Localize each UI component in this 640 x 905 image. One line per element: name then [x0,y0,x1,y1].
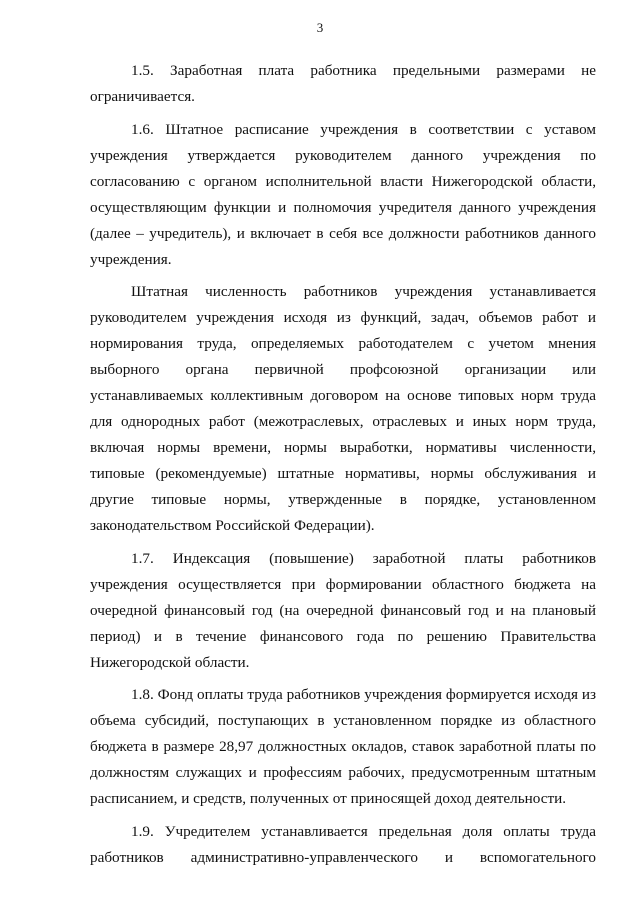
paragraph-1-8: 1.8. Фонд оплаты труда работников учреждения формируется исходя из объема субсидий, поступающих в установленном порядке из областного бюджета в размере 28,97 должностных окладов, ставок заработной платы по должностям служащих и профессиям рабочих, предусмотренным штатным расписанием, и средств, полученных от приносящей доход деятельности. [90,686,596,807]
paragraph-1-6: 1.6. Штатное расписание учреждения в соответствии с уставом учреждения утверждается руководителем данного учреждения по согласованию с органом исполнительной власти Нижегородской области, осуществляющим функции и полномочия учредителя данного учреждения (далее – учредитель), и включает в себя все должности работников данного учреждения. [90,120,596,268]
document-body [90,58,596,877]
paragraph-1-5: 1.5. Заработная плата работника предельными размерами не ограничивается. [90,62,596,105]
paragraph-1-7: 1.7. Индексация (повышение) заработной платы работников учреждения осуществляется при формировании областного бюджета на очередной финансовый год (на очередной финансовый год и на плановый период) и в течение финансового года по решению Правительства Нижегородской области. [90,549,596,671]
page-number: 3 [316,20,324,35]
paragraph-1-9: 1.9. Учредителем устанавливается предельная доля оплаты труда работников административно-управленческого и вспомогательного [90,822,596,866]
paragraph-staff-count: Штатная численность работников учреждения устанавливается руководителем учреждения исходя из функций, задач, объемов работ и нормирования труда, определяемых работодателем с учетом мнения выборного органа первичной профсоюзной организации или устанавливаемых коллективным договором на основе типовых норм труда для однородных работ (межотраслевых, отраслевых и иных норм труда, включая нормы времени, нормы выработки, нормативы численности, типовые (рекомендуемые) штатные нормативы, нормы обслуживания и другие типовые нормы, утвержденные в порядке, установленном законодательством Российской Федерации). [90,283,596,534]
